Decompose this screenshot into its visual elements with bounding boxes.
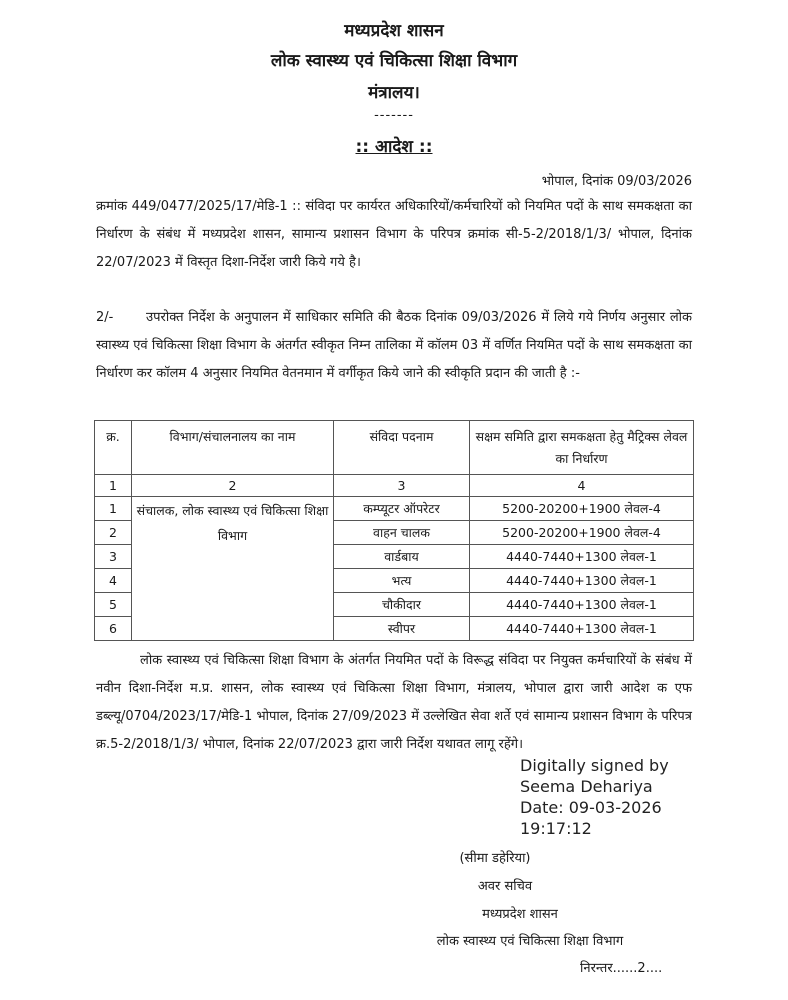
row-level: 4440-7440+1300 लेवल-1 <box>470 617 694 641</box>
column-number: 1 <box>95 475 132 497</box>
row-post: कम्प्यूटर ऑपरेटर <box>334 497 470 521</box>
row-post: स्वीपर <box>334 617 470 641</box>
header-department: लोक स्वास्थ्य एवं चिकित्सा शिक्षा विभाग <box>270 51 518 71</box>
table-row <box>95 497 694 521</box>
signature-signer: Seema Dehariya <box>520 777 653 796</box>
signature-line: Digitally signed by <box>520 756 669 775</box>
order-title <box>0 134 788 157</box>
signatory-department: लोक स्वास्थ्य एवं चिकित्सा शिक्षा विभाग <box>436 934 624 949</box>
row-level: 5200-20200+1900 लेवल-4 <box>470 497 694 521</box>
column-number: 2 <box>132 475 334 497</box>
row-post: चौकीदार <box>334 593 470 617</box>
table-header-row <box>95 421 694 475</box>
paragraph-2-number: 2/- <box>96 310 114 325</box>
paragraph-2 <box>96 304 692 388</box>
signature-time: 19:17:12 <box>520 819 592 838</box>
signatory-name: (सीमा डहेरिया) <box>459 851 531 866</box>
signatory-designation: अवर सचिव <box>477 879 533 894</box>
column-number: 3 <box>334 475 470 497</box>
header-ministry: मंत्रालय। <box>368 83 420 103</box>
row-sno: 5 <box>95 593 132 617</box>
paragraph-2-text: उपरोक्त निर्देश के अनुपालन में साधिकार समिति की बैठक दिनांक 09/03/2026 में लिये गये निर्णय अनुसार लोक स्वास्थ्य एवं चिकित्सा शिक्षा विभाग के अंतर्गत स्वीकृत निम्न तालिका में कॉलम 03 में वर्णित नियमित पदों के साथ समकक्षता का निर्धारण कर कॉलम 4 अनुसार नियमित वेतनमान में वर्गीकृत किये जाने की स्वीकृति प्रदान की जाती है :- <box>96 310 692 381</box>
signature-date: Date: 09-03-2026 <box>520 798 662 817</box>
paragraph-3-text: लोक स्वास्थ्य एवं चिकित्सा शिक्षा विभाग के अंतर्गत नियमित पदों के विरूद्ध संविदा पर नियुक्त कर्मचारियों के संबंध में नवीन दिशा-निर्देश म.प्र. शासन, लोक स्वास्थ्य एवं चिकित्सा शिक्षा विभाग, मंत्रालय, भोपाल द्वारा जारी आदेश क एफ डब्ल्यू/0704/2023/17/मेडि-1 भोपाल, दिनांक 27/09/2023 में उल्लेखित सेवा शर्ते एवं सामान्य प्रशासन विभाग के परिपत्र क्र.5-2/2018/1/3/ भोपाल, दिनांक 22/07/2023 द्वारा जारी निर्देश यथावत लागू रहेंगे। <box>96 653 692 752</box>
header-level: सक्षम समिति द्वारा समकक्षता हेतु मैट्रिक्स लेवल का निर्धारण <box>470 421 694 475</box>
row-sno: 3 <box>95 545 132 569</box>
header-government: मध्यप्रदेश शासन <box>344 21 444 41</box>
row-sno: 1 <box>95 497 132 521</box>
paragraph-3 <box>96 647 692 759</box>
digital-signature-block <box>520 755 669 839</box>
row-sno: 4 <box>95 569 132 593</box>
header-separator: ------- <box>374 108 414 123</box>
place-date: भोपाल, दिनांक 09/03/2026 <box>541 174 692 189</box>
row-post: वार्डबाय <box>334 545 470 569</box>
paragraph-1: क्रमांक 449/0477/2025/17/मेडि-1 :: संविदा पर कार्यरत अधिकारियों/कर्मचारियों को नियमित पदों के साथ समकक्षता का निर्धारण के संबंध में मध्यप्रदेश शासन, सामान्य प्रशासन विभाग के परिपत्र क्रमांक सी-5-2/2018/1/3/ भोपाल, दिनांक 22/07/2023 में विस्तृत दिशा-निर्देश जारी किये गये है। <box>96 199 692 270</box>
signatory-government: मध्यप्रदेश शासन <box>482 907 558 922</box>
row-sno: 6 <box>95 617 132 641</box>
column-number-row <box>95 475 694 497</box>
row-level: 4440-7440+1300 लेवल-1 <box>470 569 694 593</box>
row-post: वाहन चालक <box>334 521 470 545</box>
row-level: 4440-7440+1300 लेवल-1 <box>470 593 694 617</box>
row-sno: 2 <box>95 521 132 545</box>
department-cell: संचालक, लोक स्वास्थ्य एवं चिकित्सा शिक्षा विभाग <box>132 497 334 641</box>
header-department: विभाग/संचालनालय का नाम <box>132 421 334 475</box>
header-post: संविदा पदनाम <box>334 421 470 475</box>
header-sno: क्र. <box>95 421 132 475</box>
row-post: भत्य <box>334 569 470 593</box>
row-level: 4440-7440+1300 लेवल-1 <box>470 545 694 569</box>
column-number: 4 <box>470 475 694 497</box>
order-title-text: :: आदेश :: <box>355 137 433 157</box>
equivalence-table <box>94 420 694 641</box>
continued-note: निरन्तर......2.... <box>580 961 663 976</box>
row-level: 5200-20200+1900 लेवल-4 <box>470 521 694 545</box>
